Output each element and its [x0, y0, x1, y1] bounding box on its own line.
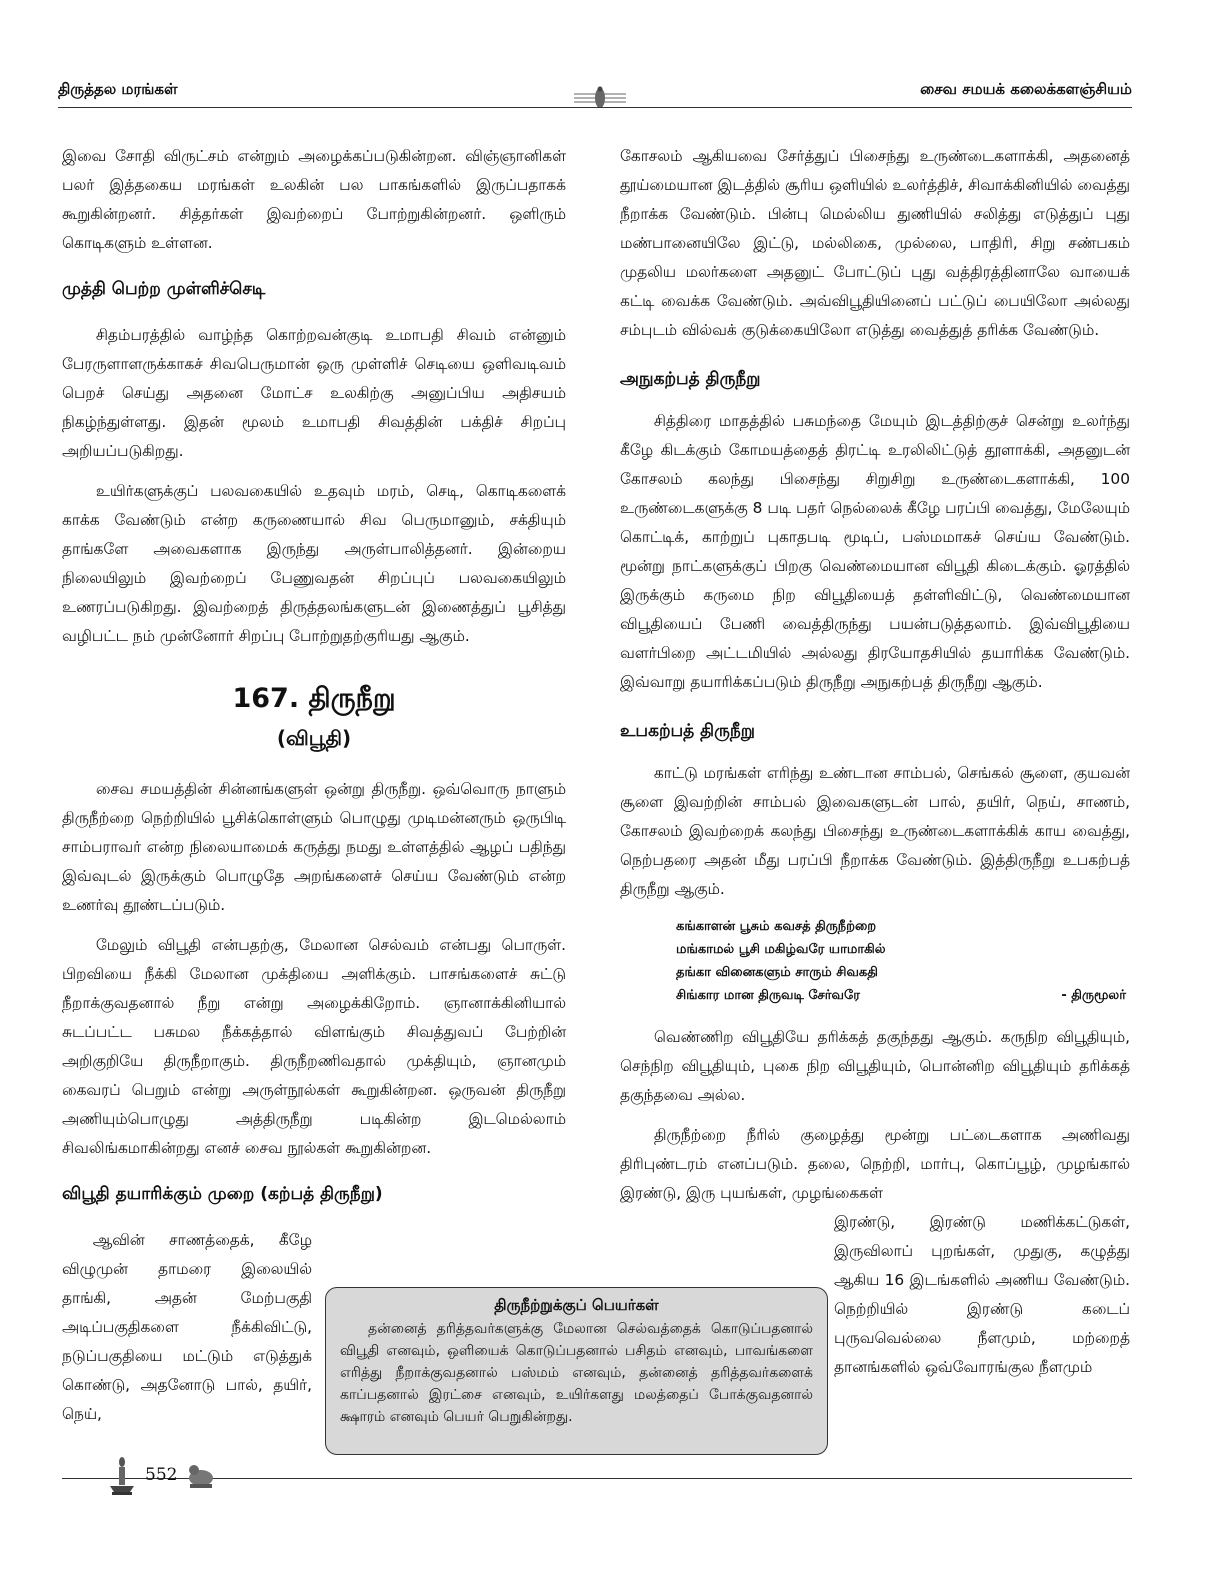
verse-line — [676, 984, 1130, 1007]
verse-author: - திருமூலர் — [1061, 988, 1126, 1003]
verse-line: தங்கா வினைகளும் சாரும் சிவகதி — [676, 965, 878, 980]
paragraph-mukthi-1: சிதம்பரத்தில் வாழ்ந்த கொற்றவன்குடி உமாபதி சிவம் என்னும் பேரருளாளருக்காகச் சிவபெருமான் ஒரு முள்ளிச் செடியை ஒளிவடிவம் பெறச் செய்து அதனை மோட்ச உலகிற்கு அனுப்பிய அதிசயம் நிகழ்ந்துள்ளது. இதன் மூலம் உமாபதி சிவத்தின் பக்திச் சிறப்பு அறியப்படுகிறது. — [62, 326, 566, 460]
header-rule — [58, 107, 1132, 108]
paragraph-upakarpa: காட்டு மரங்கள் எரிந்து உண்டான சாம்பல், செங்கல் சூளை, குயவன் சூளை இவற்றின் சாம்பல் இவைகளுடன் பால், தயிர், நெய், சாணம், கோசலம் இவற்றைக் கலந்து பிசைந்து உருண்டைகளாக்கிக் காய வைத்து, நெற்பதரை அதன் மீது பரப்பி நீறாக்க வேண்டும். இத்திருநீறு உபகற்பத் திருநீறு ஆகும். — [620, 764, 1130, 898]
chapter-subtitle: (விபூதி) — [276, 726, 352, 750]
paragraph-tripundram-wrap: இரண்டு, இரண்டு மணிக்கட்டுகள், இருவிலாப் புறங்கள், முதுகு, கழுத்து ஆகிய 16 இடங்களில் அணிய வேண்டும். நெற்றியில் இரண்டு கடைப் புருவவெல்லை நீளமும், மற்றைத் தானங்களில் ஒவ்வோரங்குல நீளமும் — [834, 1213, 1130, 1376]
running-header-right: சைவ சமயக் கலைக்களஞ்சியம் — [920, 80, 1132, 98]
box-text: தன்னைத் தரித்தவர்களுக்கு மேலான செல்வத்தைக் கொடுப்பதனால் விபூதி எனவும், ஒளியைக் கொடுப்பதனால் பசிதம் எனவும், பாவங்களை எரித்து நீறாக்குவதனால் பஸ்மம் எனவும், தன்னைத் தரித்தவர்களைக் காப்பதனால் இரட்சை எனவும், உயிர்களது மலத்தைப் போக்குவதனால் க்ஷாரம் எனவும் பெயர் பெறுகின்றது. — [340, 1321, 813, 1425]
section-heading-preparation: விபூதி தயாரிக்கும் முறை (கற்பத் திருநீறு) — [62, 1184, 383, 1204]
paragraph-mukthi-2: உயிர்களுக்குப் பலவகையில் உதவும் மரம், செடி, கொடிகளைக் காக்க வேண்டும் என்ற கருணையால் சிவ பெருமானும், சக்தியும் தாங்களே அவைகளாக இருந்து அருள்பாலித்தனர். இன்றைய நிலையிலும் இவற்றைப் பேணுவதன் சிறப்புப் பலவகையிலும் உணரப்படுகிறது. இவற்றைத் திருத்தலங்களுடன் இணைத்துப் பூசித்து வழிபட்ட நம் முன்னோர் சிறப்பு போற்றுதற்குரியது ஆகும். — [62, 482, 566, 645]
left-column — [62, 142, 566, 1440]
verse-line: கங்காளன் பூசும் கவசத் திருநீற்றை — [676, 919, 877, 934]
verse-line: மங்காமல் பூசி மகிழ்வரே யாமாகில் — [676, 942, 886, 957]
section-heading-upakarpa: உபகற்பத் திருநீறு — [620, 721, 755, 741]
paragraph-white-vibhuti: வெண்ணிற விபூதியே தரிக்கத் தகுந்தது ஆகும். கருநிற விபூதியும், செந்நிற விபூதியும், புகை நிற விபூதியும், பொன்னிற விபூதியும் தரிக்கத் தகுந்தவை அல்ல. — [620, 1028, 1130, 1104]
verse-line-text: சிங்கார மான திருவடி சேர்வரே — [676, 988, 860, 1003]
paragraph-preparation: ஆவின் சாணத்தைக், கீழே விழுமுன் தாமரை இலையில் தாங்கி, அதன் மேற்பகுதி அடிப்பகுதிகளை நீக்கிவிட்டு, நடுப்பகுதியை மட்டும் எடுத்துக் கொண்டு, அதனோடு பால், தயிர், நெய், — [62, 1231, 312, 1423]
footer-rule — [62, 1478, 1132, 1479]
running-header-left: திருத்தல மரங்கள் — [58, 80, 178, 98]
page-number: 552 — [145, 1465, 178, 1485]
narrow-text-block — [62, 1226, 312, 1429]
paragraph-chapter-2: மேலும் விபூதி என்பதற்கு, மேலான செல்வம் என்பது பொருள். பிறவியை நீக்கி மேலான முக்தியை அளிக்கும். பாசங்களைச் சுட்டு நீறாக்குவதனால் நீறு என்று அழைக்கிறோம். ஞானாக்கினியால் சுடப்பட்ட பசுமல நீக்கத்தால் விளங்கும் சிவத்துவப் பேற்றின் அறிகுறியே திருநீறாகும். திருநீறணிவதால் முக்தியும், ஞானமும் கைவரப் பெறும் என்று அருள்நூல்கள் கூறுகின்றன. ஒருவன் திருநீறு அணியும்பொழுது அத்திருநீறு படிகின்ற இடமெல்லாம் சிவலிங்கமாகின்றது எனச் சைவ நூல்கள் கூறுகின்றன. — [62, 936, 566, 1157]
paragraph-continuation: கோசலம் ஆகியவை சேர்த்துப் பிசைந்து உருண்டைகளாக்கி, அதனைத் தூய்மையான இடத்தில் சூரிய ஒளியில் உலர்த்திச், சிவாக்கினியில் வைத்து நீறாக்க வேண்டும். பின்பு மெல்லிய துணியில் சலித்து எடுத்துப் புது மண்பானையிலே இட்டு, மல்லிகை, முல்லை, பாதிரி, சிறு சண்பகம் முதலிய மலர்களை அதனுட் போட்டுப் புது வத்திரத்தினாலே வாயைக் கட்டி வைக்க வேண்டும். அவ்விபூதியினைப் பட்டுப் பையிலோ அல்லது சம்புடம் வில்வக் குடுக்கையிலோ எடுத்து வைத்துத் தரிக்க வேண்டும். — [620, 147, 1130, 339]
chapter-title: 167. திருநீறு — [232, 683, 396, 714]
wrapped-text-block — [834, 1208, 1130, 1382]
section-heading-anukarpa: அநுகற்பத் திருநீறு — [620, 369, 761, 389]
paragraph-chapter-1: சைவ சமயத்தின் சின்னங்களுள் ஒன்று திருநீறு. ஒவ்வொரு நாளும் திருநீற்றை நெற்றியில் பூசிக்கொள்ளும் பொழுது முடிமன்னரும் ஒருபிடி சாம்பராவர் என்ற நிலையாமைக் கருத்து நமது உள்ளத்தில் ஆழப் பதிந்து இவ்வுடல் இருக்கும் பொழுதே அறங்களைச் செய்ய வேண்டும் என்ற உணர்வு தூண்டப்படும். — [62, 780, 566, 914]
paragraph-intro: இவை சோதி விருட்சம் என்றும் அழைக்கப்படுகின்றன. விஞ்ஞானிகள் பலர் இத்தகைய மரங்கள் உலகின் பல பாகங்களில் இருப்பதாகக் கூறுகின்றனர். சித்தர்கள் இவற்றைப் போற்றுகின்றனர். ஒளிரும் கொடிகளும் உள்ளன. — [62, 147, 566, 252]
names-info-box — [325, 1287, 828, 1455]
paragraph-anukarpa: சித்திரை மாதத்தில் பசுமந்தை மேயும் இடத்திற்குச் சென்று உலர்ந்து கீழே கிடக்கும் கோமயத்தைத் திரட்டி உரலிலிட்டுத் தூளாக்கி, அதனுடன் கோசலம் கலந்து பிசைந்து சிறுசிறு உருண்டைகளாக்கி, 100 உருண்டைகளுக்கு 8 படி பதர் நெல்லைக் கீழே பரப்பி வைத்து, மேலேயும் கொட்டிக், காற்றுப் புகாதபடி மூடிப், பஸ்மமாகச் செய்ய வேண்டும். மூன்று நாட்களுக்குப் பிறகு வெண்மையான விபூதி கிடைக்கும். ஓரத்தில் இருக்கும் கருமை நிற விபூதியைத் தள்ளிவிட்டு, வெண்மையான விபூதியைப் பேணி வைத்திருந்து பயன்படுத்தலாம். இவ்விபூதியை வளர்பிறை அட்டமியில் அல்லது திரயோதசியில் தயாரிக்க வேண்டும். இவ்வாறு தயாரிக்கப்படும் திருநீறு அநுகற்பத் திருநீறு ஆகும். — [620, 412, 1130, 691]
right-column — [620, 142, 1130, 1393]
paragraph-tripundram: திருநீற்றை நீரில் குழைத்து மூன்று பட்டைகளாக அணிவது திரிபுண்டரம் எனப்படும். தலை, நெற்றி, மார்பு, கொப்பூழ், முழங்கால் இரண்டு, இரு புயங்கள், முழங்கைகள் — [620, 1126, 1130, 1202]
bull-ornament-icon — [186, 1460, 216, 1490]
section-heading-mukthi: முத்தி பெற்ற முள்ளிச்செடி — [62, 279, 266, 299]
lamp-icon — [104, 1456, 140, 1496]
box-title: திருநீற்றுக்குப் பெயர்கள் — [494, 1296, 659, 1314]
verse-block — [676, 915, 1130, 1007]
